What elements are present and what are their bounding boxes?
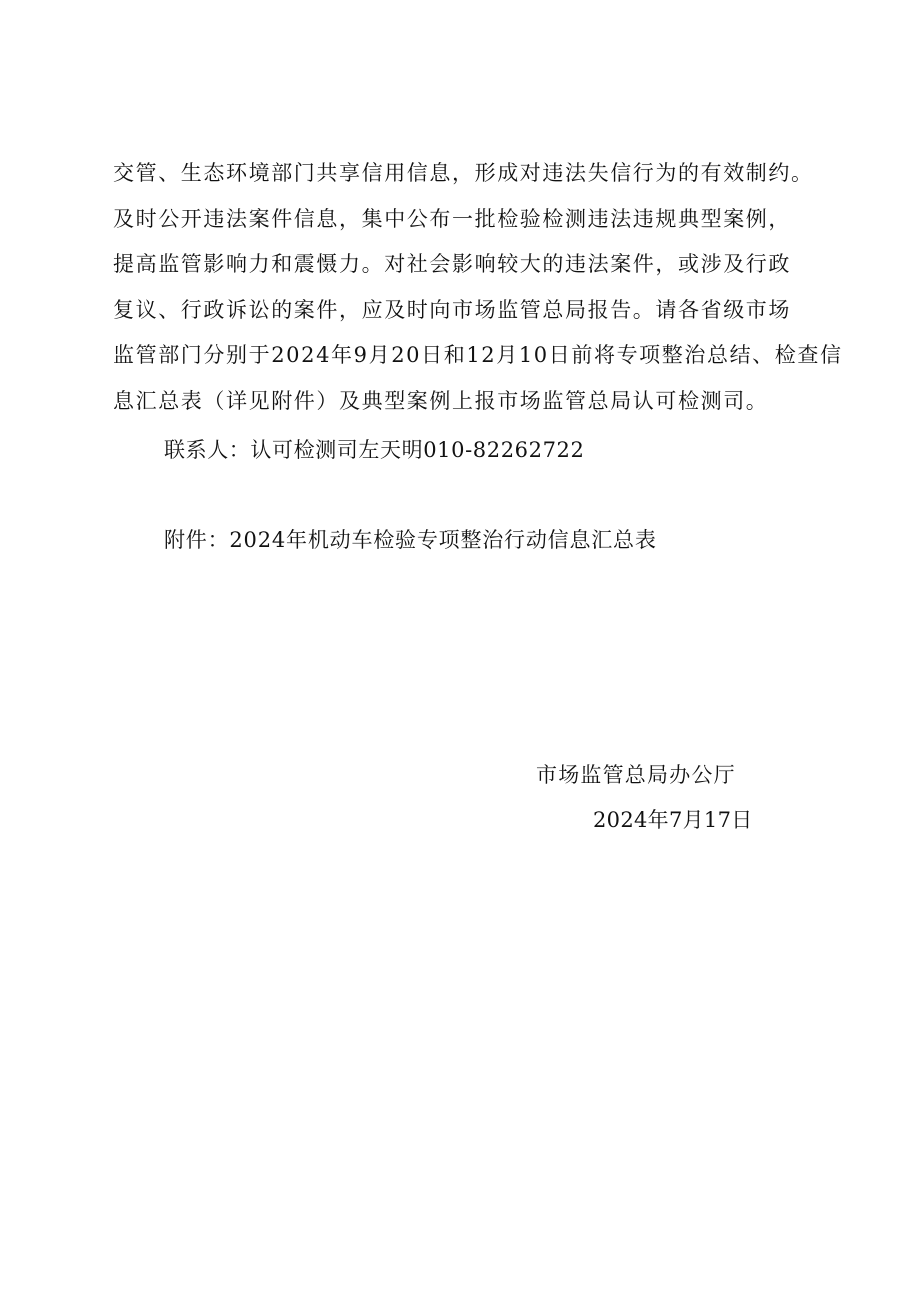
body-line-5: 监管部门分别于2024年9月20日和12月10日前将专项整治总结、检查信 (113, 343, 843, 367)
body-line-4: 复议、行政诉讼的案件，应及时向市场监管总局报告。请各省级市场 (113, 297, 791, 322)
body-line-6: 息汇总表（详见附件）及典型案例上报市场监管总局认可检测司。 (113, 388, 769, 413)
document-body (113, 151, 843, 424)
body-line-3: 提高监管影响力和震慑力。对社会影响较大的违法案件，或涉及行政 (113, 252, 791, 276)
attachment-line: 附件：2024年机动车检验专项整治行动信息汇总表 (164, 528, 657, 552)
issue-date: 2024年7月17日 (593, 808, 753, 832)
body-line-2: 及时公开违法案件信息，集中公布一批检验检测违法违规典型案例， (113, 206, 791, 231)
body-line-1: 交管、生态环境部门共享信用信息，形成对违法失信行为的有效制约。 (113, 161, 814, 185)
issuer-signature: 市场监管总局办公厅 (536, 763, 736, 787)
contact-line: 联系人：认可检测司左天明010-82262722 (164, 438, 585, 462)
